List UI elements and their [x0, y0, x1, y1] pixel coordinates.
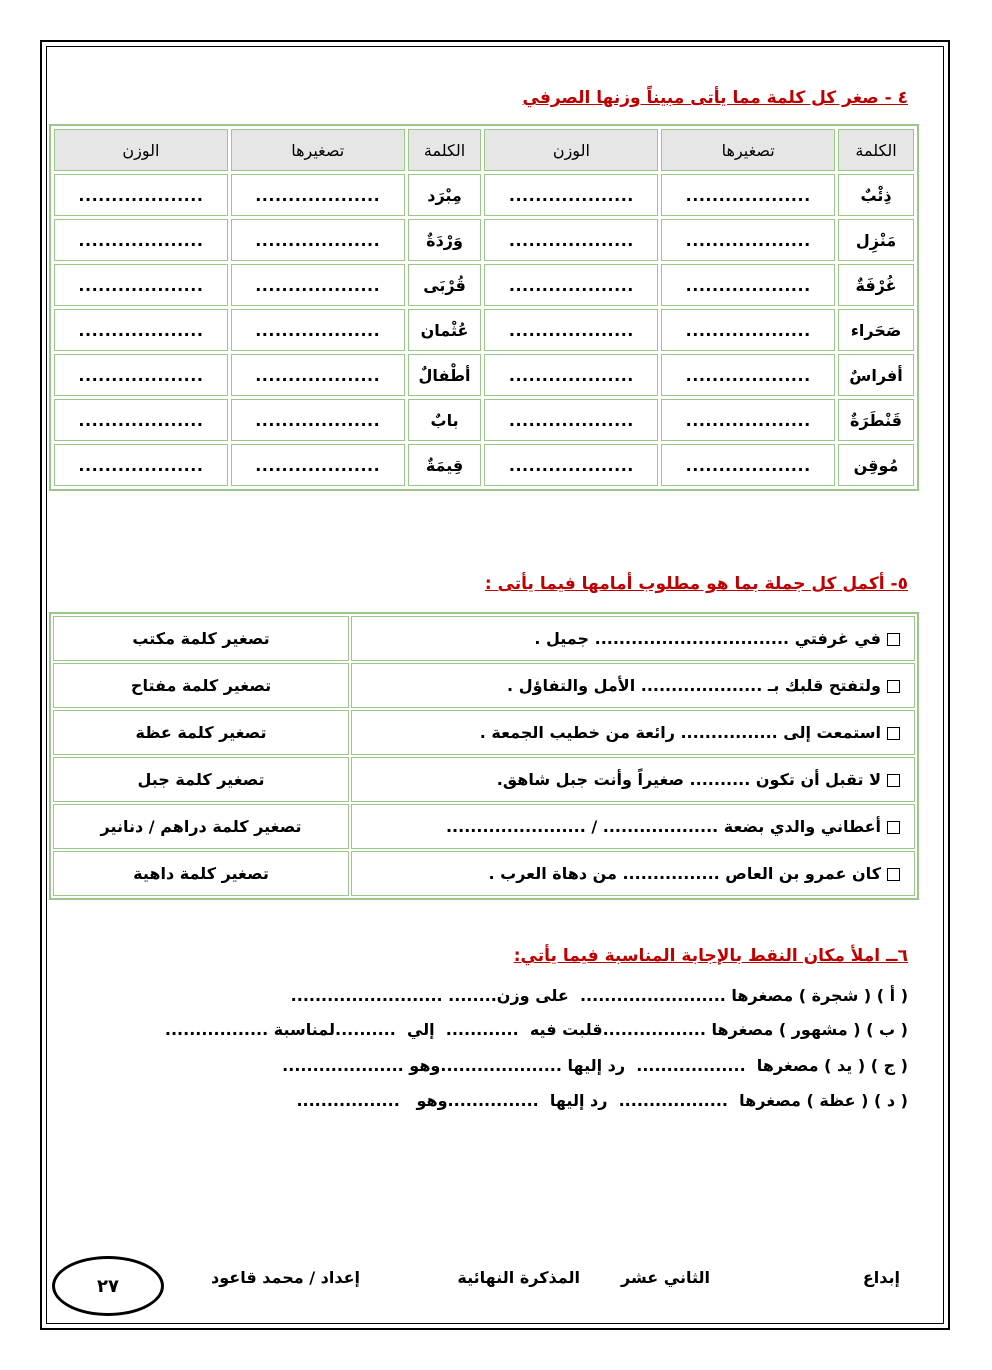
table-row [54, 354, 914, 396]
checkbox-icon [887, 680, 900, 693]
table-row [54, 264, 914, 306]
word-cell: مِبْرَد [408, 174, 482, 216]
answer-blank: ................... [484, 399, 658, 441]
sentence-text: ولتفتح قلبك بـ .................... الأمل والتفاؤل . [507, 676, 881, 695]
answer-blank: ................... [484, 174, 658, 216]
answer-blank: ................... [231, 264, 405, 306]
word-cell: ذِئْبٌ [838, 174, 914, 216]
sentence-cell [351, 710, 915, 755]
word-cell: مَنْزِل [838, 219, 914, 261]
sentence-text: لا تقبل أن تكون .......... صغيراً وأنت جبل شاهق. [496, 770, 881, 789]
section5-table [49, 612, 919, 900]
table-row [54, 399, 914, 441]
word-cell: مُوقِن [838, 444, 914, 486]
answer-blank: ................... [484, 219, 658, 261]
page-number: ٢٧ [97, 1275, 119, 1297]
word-cell: غُرْفَةٌ [838, 264, 914, 306]
word-cell: وَرْدَةٌ [408, 219, 482, 261]
table-header-cell: الكلمة [408, 129, 482, 171]
table-row [54, 174, 914, 216]
sentence-text: في غرفتي ................................ جميل . [534, 629, 881, 648]
table-row [53, 804, 915, 849]
table-row [54, 444, 914, 486]
answer-blank: ................... [661, 219, 835, 261]
checkbox-icon [887, 727, 900, 740]
answer-blank: ................... [661, 354, 835, 396]
checkbox-icon [887, 821, 900, 834]
footer-ibdaa: إبداع [862, 1268, 900, 1287]
table-header-cell: الوزن [484, 129, 658, 171]
word-cell: بابٌ [408, 399, 482, 441]
checkbox-icon [887, 633, 900, 646]
task-cell: تصغير كلمة دراهم / دنانير [53, 804, 349, 849]
footer-author: إعداد / محمد قاعود [211, 1268, 360, 1287]
answer-blank: ................... [484, 309, 658, 351]
checkbox-icon [887, 774, 900, 787]
table-header-cell: الكلمة [838, 129, 914, 171]
word-cell: قَنْطَرَةٌ [838, 399, 914, 441]
task-cell: تصغير كلمة عظة [53, 710, 349, 755]
page-number-oval [52, 1256, 164, 1316]
section5-title: ٥- أكمل كل جملة بما هو مطلوب أمامها فيما يأتى : [484, 574, 908, 594]
sentence-cell [351, 851, 915, 896]
table-header-cell: الوزن [54, 129, 228, 171]
section4-table [49, 124, 919, 491]
table-row [53, 616, 915, 661]
table-row [53, 851, 915, 896]
answer-blank: ................... [231, 174, 405, 216]
word-cell: قِيمَةٌ [408, 444, 482, 486]
section6-line-c: ( ج ) ( يد ) مصغرها .................. رد إليها ....................وهو .................... [282, 1056, 908, 1075]
word-cell: عُثْمان [408, 309, 482, 351]
table-header-cell: تصغيرها [661, 129, 835, 171]
footer-memo: المذكرة النهائية [457, 1268, 580, 1287]
answer-blank: ................... [661, 174, 835, 216]
task-cell: تصغير كلمة مكتب [53, 616, 349, 661]
section6-line-a: ( أ ) ( شجرة ) مصغرها ........................ على وزن........ ......................... [290, 986, 908, 1005]
footer-grade: الثاني عشر [621, 1268, 710, 1287]
table-row [53, 757, 915, 802]
table-row [53, 663, 915, 708]
word-cell: صَحَراء [838, 309, 914, 351]
answer-blank: ................... [231, 354, 405, 396]
table-header-cell: تصغيرها [231, 129, 405, 171]
task-cell: تصغير كلمة جبل [53, 757, 349, 802]
answer-blank: ................... [231, 399, 405, 441]
checkbox-icon [887, 868, 900, 881]
answer-blank: ................... [231, 219, 405, 261]
answer-blank: ................... [661, 399, 835, 441]
section6-line-d: ( د ) ( عظة ) مصغرها .................. رد إليها ...............وهو ................. [296, 1091, 908, 1110]
task-cell: تصغير كلمة داهية [53, 851, 349, 896]
answer-blank: ................... [661, 444, 835, 486]
sentence-cell [351, 616, 915, 661]
answer-blank: ................... [54, 219, 228, 261]
answer-blank: ................... [54, 354, 228, 396]
answer-blank: ................... [231, 309, 405, 351]
answer-blank: ................... [484, 444, 658, 486]
sentence-cell [351, 757, 915, 802]
section4-title: ٤ - صغر كل كلمة مما يأتى مبيناً وزنها الصرفي [522, 88, 908, 108]
sentence-text: أعطاني والدي بضعة ................... / ....................... [445, 817, 881, 836]
word-cell: أطْفالٌ [408, 354, 482, 396]
table-row [53, 710, 915, 755]
answer-blank: ................... [54, 174, 228, 216]
answer-blank: ................... [661, 309, 835, 351]
table-row [54, 219, 914, 261]
sentence-cell [351, 663, 915, 708]
sentence-cell [351, 804, 915, 849]
sentence-text: كان عمرو بن العاص ................ من دهاة العرب . [488, 864, 881, 883]
task-cell: تصغير كلمة مفتاح [53, 663, 349, 708]
answer-blank: ................... [54, 309, 228, 351]
answer-blank: ................... [484, 354, 658, 396]
answer-blank: ................... [54, 264, 228, 306]
answer-blank: ................... [484, 264, 658, 306]
answer-blank: ................... [54, 399, 228, 441]
section6-line-b: ( ب ) ( مشهور ) مصغرها .................قلبت فيه ............ إلي ..........لمناسبة ................. [164, 1020, 908, 1039]
word-cell: أفراسٌ [838, 354, 914, 396]
word-cell: قُرْبَى [408, 264, 482, 306]
sentence-text: استمعت إلى ................ رائعة من خطيب الجمعة . [479, 723, 881, 742]
answer-blank: ................... [54, 444, 228, 486]
answer-blank: ................... [231, 444, 405, 486]
answer-blank: ................... [661, 264, 835, 306]
table-row [54, 309, 914, 351]
section6-title: ٦ــ املأ مكان النقط بالإجابة المناسبة فيما يأتي: [513, 946, 908, 966]
